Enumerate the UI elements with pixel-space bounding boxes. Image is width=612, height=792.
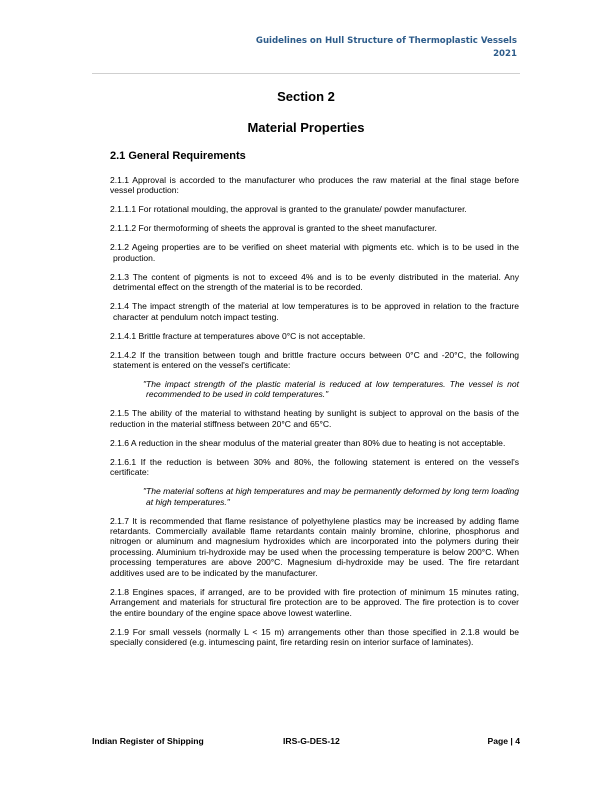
- paragraph-2-1-4-2: 2.1.4.2 If the transition between tough and brittle fracture occurs between 0°C and -20°C, the following statement is entered on the vessel's certificate:: [110, 349, 519, 371]
- header-year: 2021: [493, 49, 517, 59]
- paragraph-2-1-4-1: 2.1.4.1 Brittle fracture at temperatures above 0°C is not acceptable.: [110, 330, 366, 341]
- paragraph-2-1-5: 2.1.5 The ability of the material to withstand heating by sunlight is subject to approval on the basis of the reduction in the material stiffness between 20°C and 65°C.: [110, 408, 519, 429]
- subsection-heading: 2.1 General Requirements: [110, 150, 246, 162]
- paragraph-2-1-2: 2.1.2 Ageing properties are to be verified on sheet material with pigments etc. which is to be used in the production.: [110, 242, 519, 263]
- paragraph-2-1-1-1: 2.1.1.1 For rotational moulding, the approval is granted to the granulate/ powder manufacturer.: [110, 204, 467, 215]
- paragraph-2-1-1: 2.1.1 Approval is accorded to the manufacturer who produces the raw material at the final stage before vessel production:: [110, 175, 519, 196]
- footer-organization: Indian Register of Shipping: [92, 736, 204, 746]
- header-title: Guidelines on Hull Structure of Thermoplastic Vessels: [255, 36, 517, 46]
- footer-page-number: Page | 4: [487, 736, 520, 746]
- footer-document-code: IRS-G-DES-12: [283, 736, 340, 746]
- paragraph-2-1-3: 2.1.3 The content of pigments is not to exceed 4% and is to be evenly distributed in the material. Any detrimental effect on the strength of the material is to be recorded.: [110, 271, 519, 293]
- document-header: [256, 35, 517, 61]
- section-title: Material Properties: [247, 120, 365, 135]
- paragraph-2-1-8: 2.1.8 Engines spaces, if arranged, are to be provided with fire protection of minimum 15 minutes rating, Arrangement and materials for structural fire protection are to be approved. The fire protection is to cover the entire boundary of the engine space above lowest waterline.: [110, 586, 519, 618]
- paragraph-2-1-6-1: 2.1.6.1 If the reduction is between 30% and 80%, the following statement is entered on the vessel's certificate:: [110, 456, 519, 478]
- header-divider: [92, 73, 520, 74]
- body-content: [110, 175, 519, 656]
- quote-low-temperature: "The impact strength of the plastic material is reduced at low temperatures. The vessel is not recommended to be used in cold temperatures.": [143, 379, 519, 400]
- paragraph-2-1-9: 2.1.9 For small vessels (normally L < 15 m) arrangements other than those specified in 2.1.8 would be specially considered (e.g. intumescing paint, fire retarding resin on interior surface of laminates).: [110, 626, 519, 647]
- paragraph-2-1-7: 2.1.7 It is recommended that flame resistance of polyethylene plastics may be increased by adding flame retardants. Commercially available flame retardants contain mainly bromine, chlorine, phosphorus and nitrogen or aluminum and magnesium hydroxides which are incorporated into the polymers during their processing. Aluminium tri-hydroxide may be used when the processing temperature is below 200°C. When processing temperatures are above 200°C. Magnesium di-hydroxide may be used. The fire retardant additives used are to be indicated by the manufacturer.: [110, 515, 519, 578]
- quote-high-temperature: "The material softens at high temperatures and may be permanently deformed by long term loading at high temperatures.": [143, 486, 519, 507]
- section-number: Section 2: [277, 89, 335, 104]
- paragraph-2-1-1-2: 2.1.1.2 For thermoforming of sheets the approval is granted to the sheet manufacturer.: [110, 223, 437, 234]
- paragraph-2-1-4: 2.1.4 The impact strength of the material at low temperatures is to be approved in relation to the fracture character at pendulum notch impact testing.: [110, 301, 519, 322]
- paragraph-2-1-6: 2.1.6 A reduction in the shear modulus of the material greater than 80% due to heating is not acceptable.: [110, 437, 506, 448]
